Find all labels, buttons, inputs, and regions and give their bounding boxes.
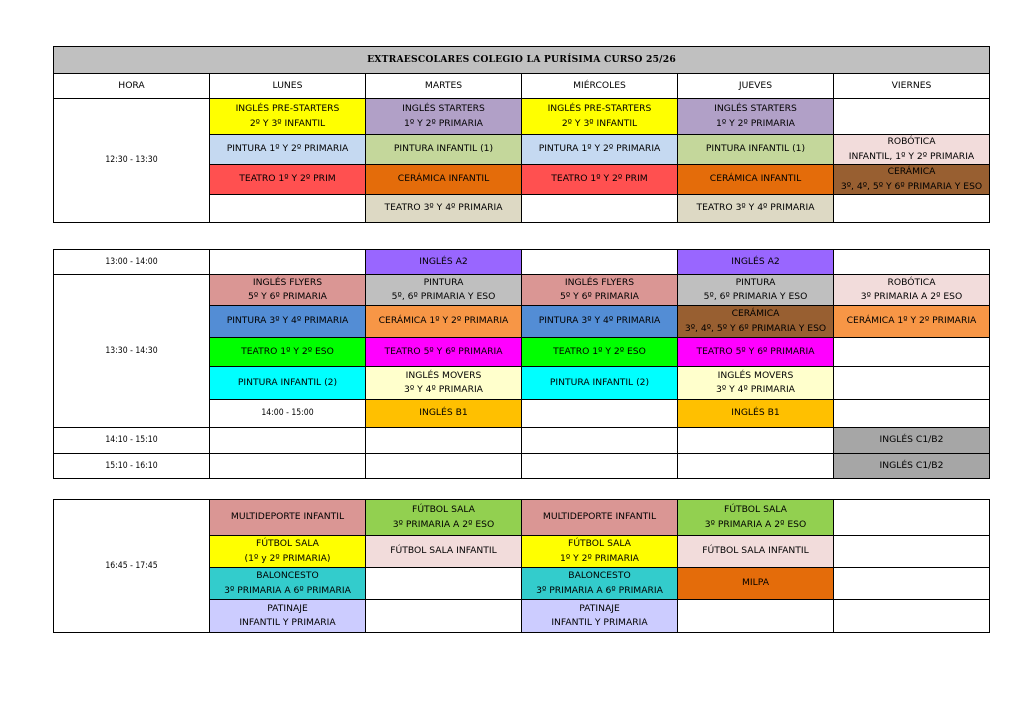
empty-cell <box>678 454 834 479</box>
activity-cell <box>678 250 834 275</box>
time-slot-cell: 13:30 - 14:30 <box>54 275 210 428</box>
activity-cell <box>834 454 990 479</box>
empty-cell <box>834 195 990 223</box>
activity-group: 3º PRIMARIA A 2º ESO <box>392 518 495 530</box>
schedule-row <box>54 454 990 479</box>
activity-name: ROBÓTICA <box>887 276 936 288</box>
empty-cell <box>522 400 678 428</box>
activity-cell <box>522 568 678 600</box>
activity-name: INGLÉS C1/B2 <box>879 434 944 446</box>
activity-name: TEATRO 1º Y 2º PRIM <box>239 173 336 185</box>
activity-cell <box>522 536 678 568</box>
time-slot-cell: 14:10 - 15:10 <box>54 428 210 454</box>
empty-cell <box>834 99 990 135</box>
activity-group: 3º PRIMARIA A 6º PRIMARIA <box>536 584 663 596</box>
activity-cell <box>678 536 834 568</box>
time-slot-cell: 13:00 - 14:00 <box>54 250 210 275</box>
activity-cell <box>210 367 366 400</box>
activity-name: ROBÓTICA <box>887 136 936 147</box>
activity-cell <box>678 400 834 428</box>
activity-cell <box>366 338 522 367</box>
activity-cell <box>834 275 990 306</box>
activity-group: 3º, 4º, 5º Y 6º PRIMARIA Y ESO <box>684 322 827 334</box>
activity-group: 5º, 6º PRIMARIA Y ESO <box>703 291 808 302</box>
time-slot-cell: 14:00 - 15:00 <box>210 400 366 428</box>
activity-cell <box>678 99 834 135</box>
activity-name: PINTURA <box>735 276 776 288</box>
empty-cell <box>366 454 522 479</box>
activity-name: PINTURA INFANTIL (2) <box>549 376 650 388</box>
empty-cell <box>522 250 678 275</box>
time-slot-cell: 12:30 - 13:30 <box>54 99 210 223</box>
activity-cell <box>210 135 366 165</box>
activity-name: TEATRO 3º Y 4º PRIMARIA <box>696 202 815 214</box>
activity-group: 1º Y 2º PRIMARIA <box>560 552 639 564</box>
header-lunes: LUNES <box>210 74 366 99</box>
activity-cell <box>210 500 366 536</box>
activity-name: CERÁMICA 1º Y 2º PRIMARIA <box>378 315 509 327</box>
schedule-block-afternoon <box>53 499 990 633</box>
activity-group: 3º PRIMARIA A 2º ESO <box>860 291 963 302</box>
activity-name: CERÁMICA <box>887 166 936 177</box>
activity-name: MULTIDEPORTE INFANTIL <box>542 511 657 523</box>
activity-group: INFANTIL, 1º Y 2º PRIMARIA <box>848 150 975 162</box>
activity-cell <box>834 135 990 165</box>
activity-cell <box>678 165 834 195</box>
activity-cell <box>210 99 366 135</box>
activity-group: 3º Y 4º PRIMARIA <box>404 384 483 395</box>
activity-name: CERÁMICA INFANTIL <box>709 173 802 185</box>
activity-group: 2º Y 3º INFANTIL <box>249 117 326 129</box>
activity-cell <box>366 536 522 568</box>
activity-name: TEATRO 1º Y 2º PRIM <box>551 173 648 185</box>
activity-name: PINTURA 1º Y 2º PRIMARIA <box>226 143 349 155</box>
activity-cell <box>366 500 522 536</box>
schedule-row <box>54 500 990 536</box>
activity-group: 5º, 6º PRIMARIA Y ESO <box>391 291 496 302</box>
activity-name: INGLÉS MOVERS <box>405 369 482 381</box>
activity-cell <box>366 275 522 306</box>
activity-cell <box>678 135 834 165</box>
activity-name: FÚTBOL SALA <box>568 538 631 549</box>
activity-name: PINTURA 3º Y 4º PRIMARIA <box>226 315 349 327</box>
empty-cell <box>522 454 678 479</box>
empty-cell <box>210 454 366 479</box>
activity-name: PINTURA <box>423 276 464 288</box>
activity-name: BALONCESTO <box>256 570 319 581</box>
activity-name: INGLÉS A2 <box>419 255 468 267</box>
activity-name: CERÁMICA <box>731 308 780 319</box>
activity-cell <box>210 275 366 306</box>
activity-cell <box>678 568 834 600</box>
activity-name: INGLÉS PRE-STARTERS <box>235 103 340 114</box>
empty-cell <box>678 428 834 454</box>
header-viernes: VIERNES <box>834 74 990 99</box>
activity-name: CERÁMICA INFANTIL <box>397 173 490 185</box>
activity-cell <box>210 165 366 195</box>
empty-cell <box>522 428 678 454</box>
activity-cell <box>522 500 678 536</box>
activity-cell <box>522 135 678 165</box>
activity-group: 5º Y 6º PRIMARIA <box>560 291 639 302</box>
activity-cell <box>678 275 834 306</box>
activity-name: TEATRO 1º Y 2º ESO <box>553 345 646 357</box>
activity-name: BALONCESTO <box>568 570 631 581</box>
activity-name: PINTURA INFANTIL (1) <box>705 143 806 155</box>
activity-name: INGLÉS A2 <box>731 255 780 267</box>
activity-cell <box>210 338 366 367</box>
activity-name: INGLÉS STARTERS <box>402 103 485 114</box>
empty-cell <box>834 400 990 428</box>
activity-group: 2º Y 3º INFANTIL <box>561 117 638 129</box>
activity-cell <box>522 367 678 400</box>
activity-name: INGLÉS MOVERS <box>717 369 794 381</box>
activity-name: INGLÉS FLYERS <box>564 276 635 288</box>
activity-name: TEATRO 3º Y 4º PRIMARIA <box>384 202 503 214</box>
activity-cell <box>366 250 522 275</box>
activity-name: INGLÉS PRE-STARTERS <box>547 103 652 114</box>
activity-name: FÚTBOL SALA <box>412 504 475 515</box>
activity-name: INGLÉS STARTERS <box>714 103 797 114</box>
activity-cell <box>522 338 678 367</box>
activity-group: INFANTIL Y PRIMARIA <box>239 617 336 628</box>
empty-cell <box>834 568 990 600</box>
activity-name: PATINAJE <box>267 602 308 614</box>
activity-cell <box>678 195 834 223</box>
empty-cell <box>366 600 522 633</box>
activity-group: (1º y 2º PRIMARIA) <box>244 552 331 564</box>
activity-group: 3º, 4º, 5º Y 6º PRIMARIA Y ESO <box>840 180 983 192</box>
activity-name: MILPA <box>742 577 769 589</box>
schedule-row <box>54 99 990 135</box>
activity-group: 3º Y 4º PRIMARIA <box>716 384 795 395</box>
activity-cell <box>678 306 834 338</box>
activity-cell <box>522 306 678 338</box>
empty-cell <box>834 600 990 633</box>
activity-cell <box>210 306 366 338</box>
activity-cell <box>522 99 678 135</box>
activity-cell <box>678 500 834 536</box>
activity-cell <box>366 306 522 338</box>
empty-cell <box>834 250 990 275</box>
empty-cell <box>678 600 834 633</box>
header-jueves: JUEVES <box>678 74 834 99</box>
activity-cell <box>366 367 522 400</box>
activity-name: PINTURA INFANTIL (1) <box>393 143 494 155</box>
activity-group: 3º PRIMARIA A 6º PRIMARIA <box>224 584 351 596</box>
time-slot-cell: 15:10 - 16:10 <box>54 454 210 479</box>
activity-name: FÚTBOL SALA <box>256 538 319 549</box>
activity-name: CERÁMICA 1º Y 2º PRIMARIA <box>846 315 977 327</box>
activity-cell <box>834 428 990 454</box>
empty-cell <box>210 250 366 275</box>
activity-name: PINTURA INFANTIL (2) <box>237 376 338 388</box>
activity-name: FÚTBOL SALA INFANTIL <box>702 545 809 557</box>
empty-cell <box>522 195 678 223</box>
activity-group: 1º Y 2º PRIMARIA <box>716 117 795 129</box>
header-miercoles: MIÉRCOLES <box>522 74 678 99</box>
schedule-block-midday <box>53 46 990 223</box>
activity-group: 3º PRIMARIA A 2º ESO <box>704 518 807 530</box>
empty-cell <box>210 428 366 454</box>
activity-group: 5º Y 6º PRIMARIA <box>248 291 327 302</box>
activity-cell <box>834 165 990 195</box>
activity-cell <box>366 135 522 165</box>
activity-name: INGLÉS B1 <box>731 407 780 419</box>
activity-name: TEATRO 5º Y 6º PRIMARIA <box>696 345 815 357</box>
activity-name: FÚTBOL SALA INFANTIL <box>390 545 497 557</box>
activity-name: INGLÉS C1/B2 <box>879 459 944 471</box>
header-hora: HORA <box>54 74 210 99</box>
schedule-block-lunch <box>53 249 990 479</box>
activity-cell <box>366 195 522 223</box>
activity-cell <box>522 275 678 306</box>
empty-cell <box>834 367 990 400</box>
schedule-title: EXTRAESCOLARES COLEGIO LA PURÍSIMA CURSO 25/26 <box>54 47 990 74</box>
activity-name: TEATRO 5º Y 6º PRIMARIA <box>384 345 503 357</box>
empty-cell <box>834 536 990 568</box>
activity-name: INGLÉS FLYERS <box>252 276 323 288</box>
schedule-row <box>54 428 990 454</box>
activity-cell <box>366 165 522 195</box>
empty-cell <box>210 195 366 223</box>
activity-name: MULTIDEPORTE INFANTIL <box>230 511 345 523</box>
empty-cell <box>366 568 522 600</box>
empty-cell <box>834 338 990 367</box>
activity-name: TEATRO 1º Y 2º ESO <box>241 345 334 357</box>
schedule-row <box>54 275 990 306</box>
time-slot-cell: 16:45 - 17:45 <box>54 500 210 633</box>
activity-cell <box>210 568 366 600</box>
activity-name: PATINAJE <box>579 602 620 614</box>
activity-name: FÚTBOL SALA <box>724 504 787 515</box>
empty-cell <box>834 500 990 536</box>
activity-group: INFANTIL Y PRIMARIA <box>551 617 648 628</box>
activity-cell <box>210 600 366 633</box>
activity-name: INGLÉS B1 <box>419 407 468 419</box>
schedule-row <box>54 250 990 275</box>
activity-cell <box>522 600 678 633</box>
header-martes: MARTES <box>366 74 522 99</box>
activity-name: PINTURA 1º Y 2º PRIMARIA <box>538 143 661 155</box>
activity-cell <box>678 367 834 400</box>
activity-cell <box>366 99 522 135</box>
activity-cell <box>366 400 522 428</box>
activity-group: 1º Y 2º PRIMARIA <box>404 117 483 129</box>
activity-cell <box>210 536 366 568</box>
activity-cell <box>678 338 834 367</box>
empty-cell <box>366 428 522 454</box>
activity-name: PINTURA 3º Y 4º PRIMARIA <box>538 315 661 327</box>
activity-cell <box>834 306 990 338</box>
activity-cell <box>522 165 678 195</box>
